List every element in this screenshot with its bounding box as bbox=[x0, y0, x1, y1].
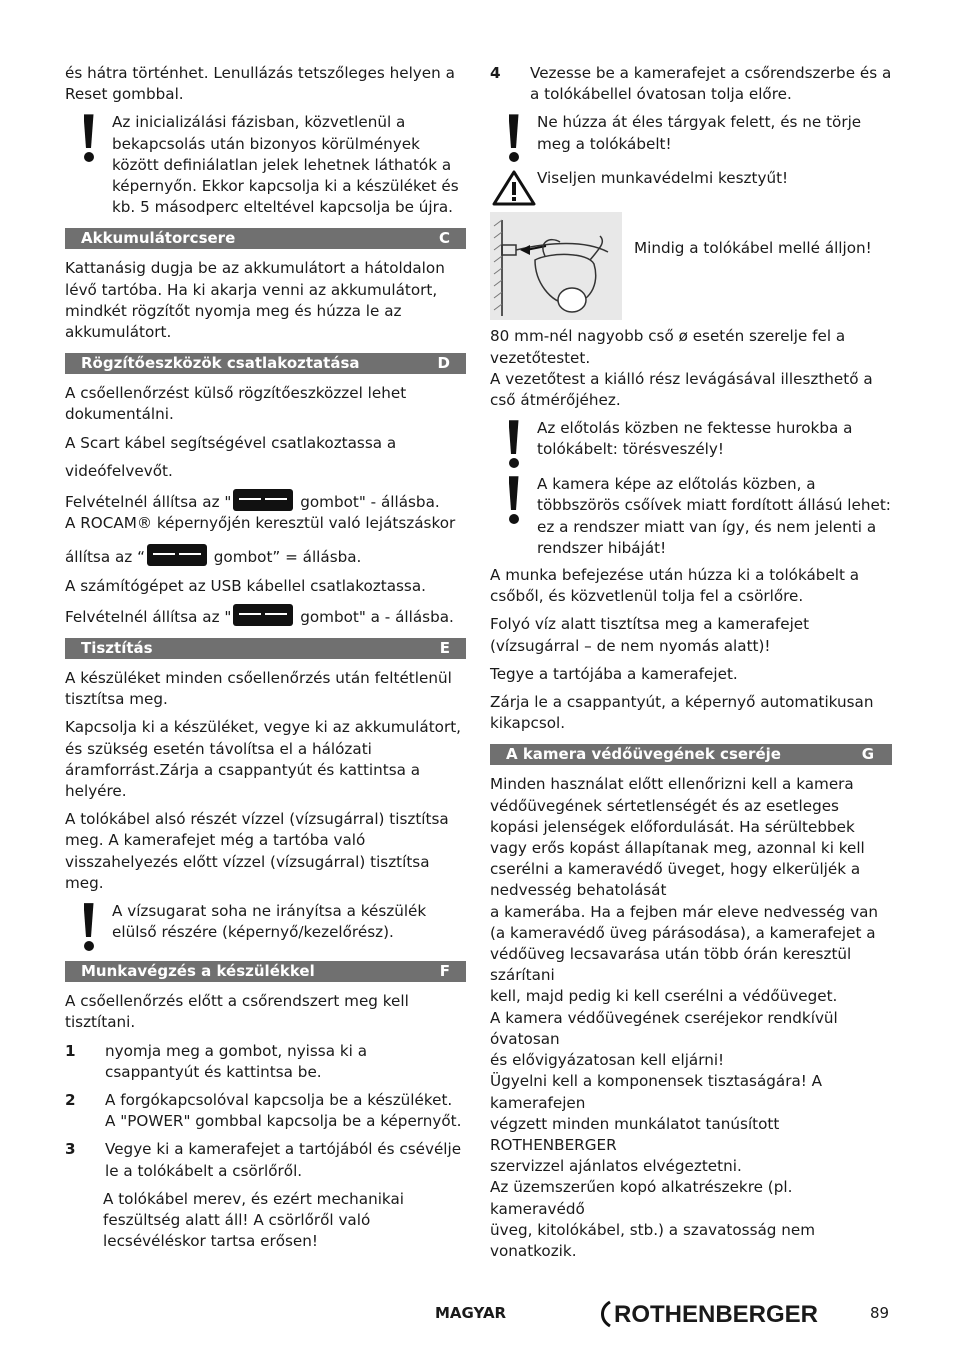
exclamation-icon bbox=[490, 418, 537, 468]
language-label: MAGYAR bbox=[435, 1304, 507, 1322]
warning-sharp bbox=[490, 112, 892, 162]
page-number: 89 bbox=[870, 1304, 890, 1322]
right-p3: A munka befejezése után húzza ki a tolókábelt a csőből, és közvetlenül tolja fel a csörlőre. bbox=[490, 566, 860, 606]
button-icon bbox=[147, 544, 207, 566]
exclamation-icon bbox=[65, 112, 112, 218]
warning-triangle-icon bbox=[490, 168, 537, 206]
section-header-c: Akkumulátorcsere C bbox=[65, 228, 466, 249]
warning-init bbox=[65, 112, 466, 218]
right-p1: 80 mm-nél nagyobb cső ø esetén szerelje fel a vezetőtestet. bbox=[490, 327, 846, 367]
section-d-p1: A csőellenőrzést külső rögzítőeszközzel lehet dokumentálni. bbox=[65, 384, 407, 424]
section-header-d: Rögzítőeszközök csatlakoztatása D bbox=[65, 353, 466, 374]
section-g-line: A kamera védőüvegének cseréjekor rendkívül óvatosan bbox=[490, 1008, 838, 1048]
warning-image-flip bbox=[490, 474, 892, 559]
section-g-line: üveg, kitolókábel, stb.) a szavatosság nem vonatkozik. bbox=[490, 1220, 816, 1260]
section-header-g: A kamera védőüvegének cseréje G bbox=[490, 744, 892, 765]
section-d-p2: A Scart kábel segítségével csatlakoztassa a bbox=[65, 433, 397, 452]
section-e-p1: A készüléket minden csőellenőrzés után feltétlenül tisztítsa meg. bbox=[65, 669, 452, 709]
warning-text: Az inicializálási fázisban, közvetlenül a bekapcsolás után bizonyos körülmények között definiálatlan jelek lehetnek láthatók a képernyőn. Ekkor kapcsolja ki a készüléket és kb. 5 másodperc elteltével kapcsolja be újra. bbox=[112, 113, 459, 217]
intro-text: és hátra történhet. Lenullázás tetszőleges helyen a Reset gombbal. bbox=[65, 64, 455, 104]
right-p6: Zárja le a csappantyút, a képernyő automatikusan kikapcsol. bbox=[490, 693, 874, 733]
warning-text: Az előtolás közben ne fektesse hurokba a tolókábelt: törésveszély! bbox=[537, 419, 853, 459]
section-d-p3: videófelvevőt. bbox=[65, 461, 173, 480]
warning-loop bbox=[490, 418, 892, 468]
warning-text: A kamera képe az előtolás közben, a többszörös csőívek miatt fordított állású lehet: ez a rendszer miatt van így, és nem jelenti a rendszer hibáját! bbox=[537, 475, 891, 557]
step-2: 2 A forgókapcsolóval kapcsolja be a készüléket. A "POWER" gombbal kapcsolja be a képernyőt. bbox=[65, 1090, 462, 1131]
button-icon bbox=[233, 489, 293, 511]
section-g-line: a kamerába. Ha a fejben már eleve nedvesség van (a kameravédő üveg párásodása), a kamerafejet a bbox=[490, 902, 879, 942]
section-g-line: kell, majd pedig ki kell cserélni a védőüveget. bbox=[490, 987, 838, 1006]
section-g-line: szervizzel ajánlatos elvégeztetni. bbox=[490, 1157, 742, 1176]
brand-logo: ROTHENBERGER bbox=[598, 1300, 818, 1329]
step-3: 3 Vegye ki a kamerafejet a tartójából és csévélje le a tolókábelt a csörlőről. bbox=[65, 1140, 462, 1180]
section-g-text bbox=[490, 774, 892, 1262]
section-g-line: védőüveg lecsavarása után több órán keresztül szárítani bbox=[490, 945, 852, 985]
warning-water bbox=[65, 901, 466, 951]
figure-caption: Mindig a tolókábel mellé álljon! bbox=[634, 239, 872, 258]
button-icon bbox=[233, 604, 293, 626]
right-p5: Tegye a tartójába a kamerafejet. bbox=[490, 664, 738, 683]
section-e-p2: Kapcsolja ki a készüléket, vegye ki az akkumulátort, és szükség esetén távolítsa el a hálózati áramforrást.Zárja a csappantyút és kattintsa a helyére. bbox=[65, 718, 461, 801]
section-header-e: Tisztítás E bbox=[65, 638, 466, 659]
step-1: 1 nyomja meg a gombot, nyissa ki a csappantyút és kattintsa be. bbox=[65, 1041, 368, 1081]
section-d-p7: A számítógépet az USB kábellel csatlakoztassa. bbox=[65, 576, 426, 595]
exclamation-icon bbox=[65, 901, 112, 951]
left-column bbox=[65, 63, 466, 1252]
section-d-p4: Felvételnél állítsa az " gombot" - állásba. bbox=[65, 489, 466, 513]
section-d-p5: A ROCAM® képernyőjén keresztül való lejátszáskor bbox=[65, 514, 456, 533]
page-footer bbox=[0, 1300, 954, 1330]
right-column bbox=[490, 63, 892, 1262]
warning-gloves bbox=[490, 168, 892, 206]
exclamation-icon bbox=[490, 112, 537, 162]
exclamation-icon bbox=[490, 474, 537, 559]
warning-text: A vízsugarat soha ne irányítsa a készülék elülső részére (képernyő/kezelőrész). bbox=[112, 902, 427, 942]
section-d-p6: állítsa az “ gombot” = állásba. bbox=[65, 544, 466, 568]
section-g-line: Az üzemszerűen kopó alkatrészekre (pl. kameravédő bbox=[490, 1178, 793, 1218]
operator-pose-figure bbox=[490, 212, 622, 320]
figure-block bbox=[490, 212, 892, 320]
section-g-line: és elővigyázatosan kell eljárni! bbox=[490, 1051, 725, 1070]
section-header-f: Munkavégzés a készülékkel F bbox=[65, 961, 466, 982]
section-g-line: végzett minden munkálatot tanúsított ROTHENBERGER bbox=[490, 1114, 780, 1154]
section-g-line: Minden használat előtt ellenőrizni kell a kamera védőüvegének sértetlenségét és az esetleges kopási jelenségek előfordulását. Ha sérültebbek vagy erős kopást állapítanak meg, azonnal ki kell cserélni a kameravédő üveget, hogy elkerüljék a nedvesség behatolását bbox=[490, 775, 865, 900]
right-p4: Folyó víz alatt tisztítsa meg a kamerafejet (vízsugárral – de nem nyomás alatt)! bbox=[490, 615, 810, 655]
section-e-p3: A tolókábel alsó részét vízzel (vízsugárral) tisztítsa meg. A kamerafejet még a tartóba való visszahelyezés előtt vízzel (vízsugárral) tisztítsa meg. bbox=[65, 810, 449, 892]
step-4: 4 Vezesse be a kamerafejet a csőrendszerbe és a a tolókábellel óvatosan tolja előre. bbox=[490, 64, 892, 104]
section-g-line: Ügyelni kell a komponensek tisztaságára! A kamerafejen bbox=[490, 1072, 823, 1112]
section-d-p8: Felvételnél állítsa az " gombot" a - állásba. bbox=[65, 604, 466, 628]
step-3-note: A tolókábel merev, és ezért mechanikai feszültség alatt áll! A csörlőről való lecsévéléskor tartsa erősen! bbox=[103, 1189, 404, 1251]
warning-text: Ne húzza át éles tárgyak felett, és ne törje meg a tolókábelt! bbox=[537, 113, 862, 153]
right-p2: A vezetőtest a kiálló rész levágásával illeszthető a cső átmérőjéhez. bbox=[490, 369, 873, 410]
warning-text: Viseljen munkavédelmi kesztyűt! bbox=[537, 169, 789, 188]
section-f-p1: A csőellenőrzés előtt a csőrendszert meg kell tisztítani. bbox=[65, 992, 409, 1032]
section-c-text: Kattanásig dugja be az akkumulátort a hátoldalon lévő tartóba. Ha ki akarja venni az akkumulátort, mindkét rögzítőt nyomja meg és húzza le az akkumulátort. bbox=[65, 259, 445, 342]
